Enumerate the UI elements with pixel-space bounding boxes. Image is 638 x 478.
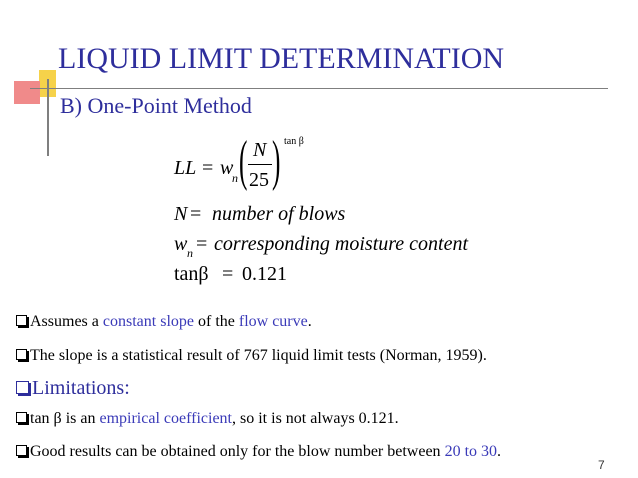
definition-equals: = [190,203,202,225]
definition-equals: = [196,233,208,255]
formula-numerator: N [253,139,267,161]
formula-equals: = [202,157,214,179]
bullet-constant-slope: Assumes a constant slope of the flow curve. [16,314,312,330]
slide-subtitle: B) One-Point Method [60,93,252,118]
definition-equals: = [222,263,234,285]
checkbox-bullet-icon [16,349,27,360]
definition-symbol: N [174,203,188,225]
definition-symbol-sub: n [187,246,193,260]
formula-denominator: 25 [249,169,269,191]
formula-w-sub: n [232,171,238,185]
highlight-flow-curve: flow curve [238,313,308,330]
decor-horizontal-line [30,88,608,89]
checkbox-bullet-icon [16,315,27,326]
checkbox-bullet-icon [16,412,27,423]
highlight-constant-slope: constant slope [102,313,194,330]
definition-text: corresponding moisture content [214,233,469,255]
bullet-empirical-coefficient: tan β is an empirical coefficient, so it is not always 0.121. [16,411,399,427]
bullet-blow-number-range: Good results can be obtained only for the blow number between 20 to 30. [16,444,501,460]
bullet-statistical-result: The slope is a statistical result of 767 liquid limit tests (Norman, 1959). [16,348,487,364]
highlight-blow-range: 20 to 30 [444,443,498,460]
definition-symbol: tanβ [174,263,209,285]
page-number: 7 [598,458,605,472]
slide-title: LIQUID LIMIT DETERMINATION [58,42,505,75]
formula-exponent: tan β [284,136,304,147]
checkbox-bullet-icon [16,445,27,456]
formula-w: w [220,157,234,179]
definition-text: 0.121 [242,263,287,285]
limitations-heading: Limitations: [16,378,130,398]
checkbox-bullet-icon [16,381,29,394]
formula-paren-left: ( [239,130,248,192]
highlight-empirical-coefficient: empirical coefficient [99,410,232,427]
definition-text: number of blows [212,203,346,225]
formula-fraction-bar [248,164,272,165]
formula-paren-right: ) [272,130,281,192]
decor-red-square [14,81,40,104]
decor-vertical-line [47,79,49,156]
formula-lhs: LL [174,157,197,179]
definition-symbol: w [174,233,188,255]
